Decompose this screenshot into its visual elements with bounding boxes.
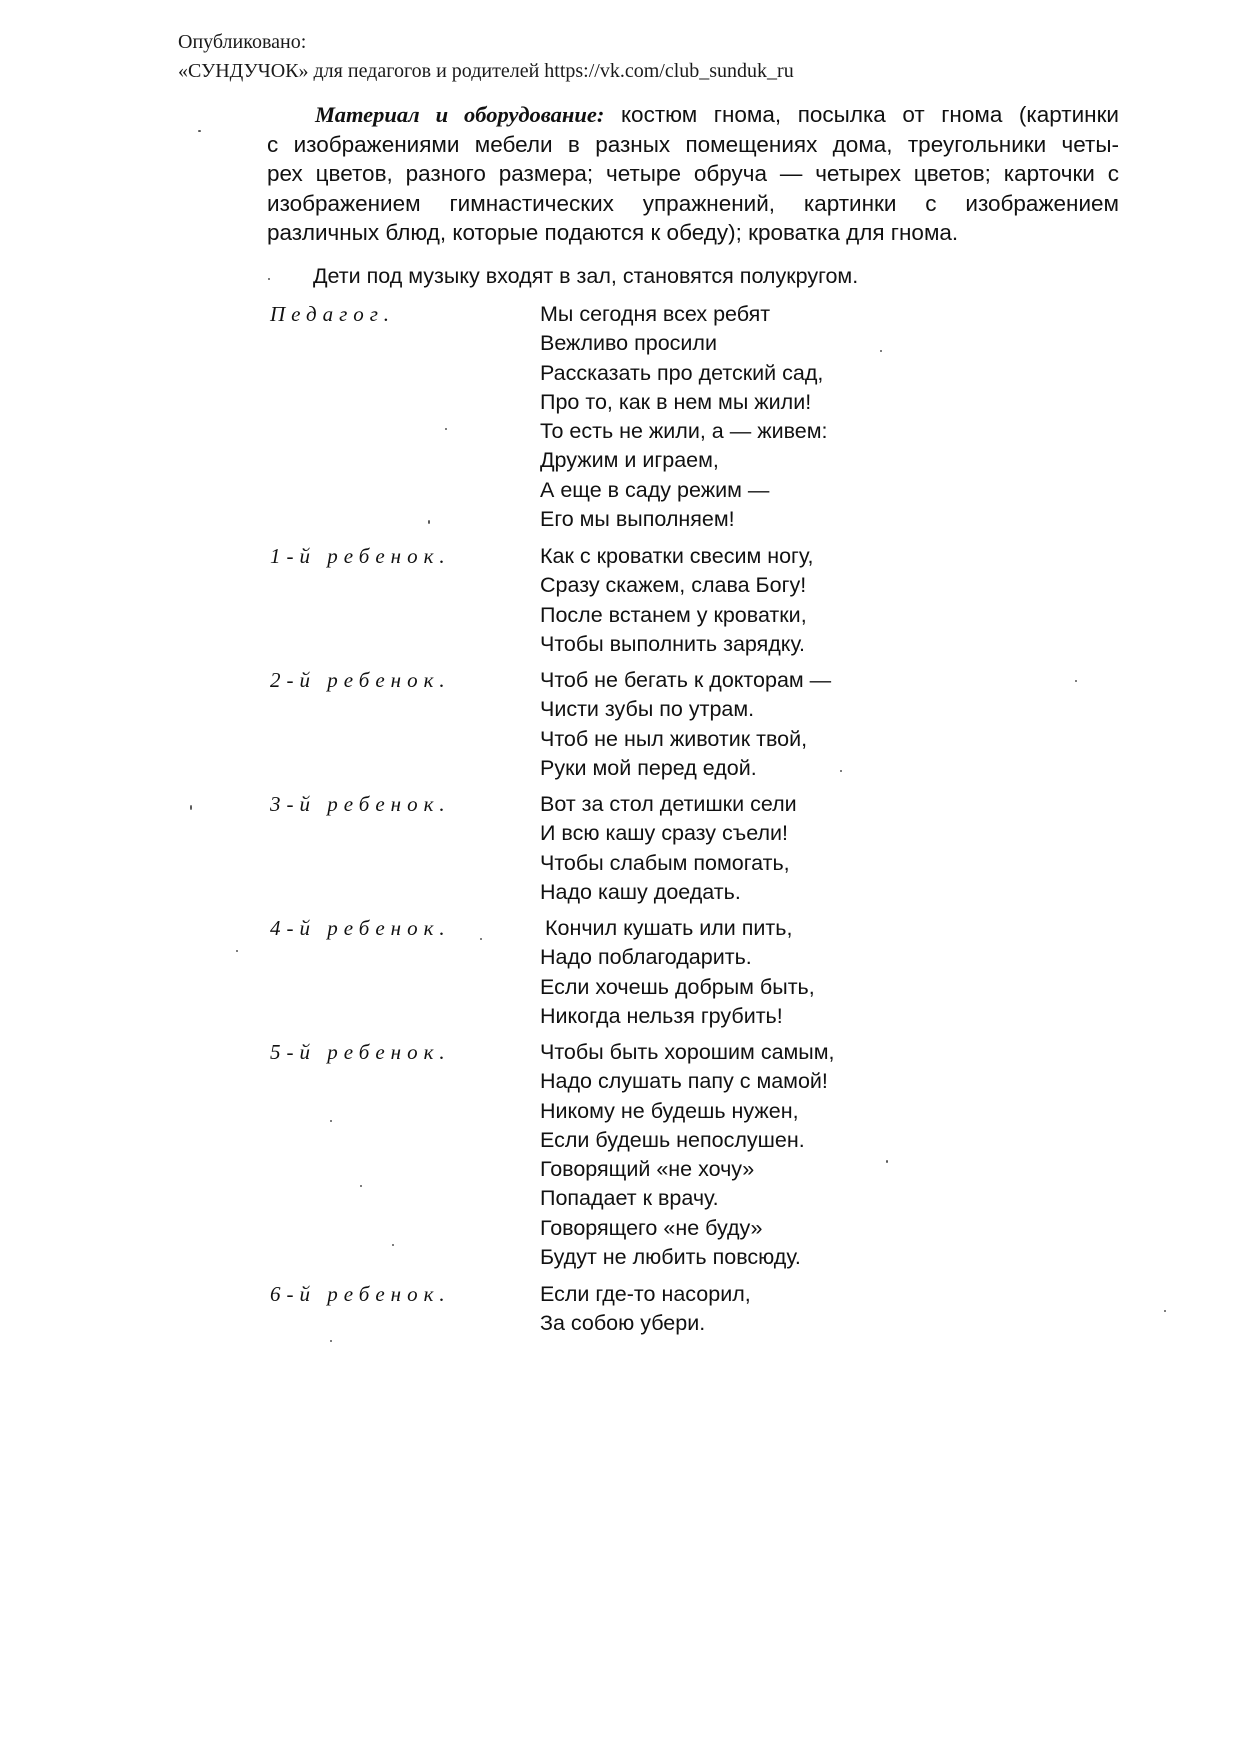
verse-line: Как с кроватки свесим ногу, (540, 544, 814, 568)
scan-speck (886, 1160, 888, 1163)
scan-speck (428, 520, 430, 524)
verse-line: Рассказать про детский сад, (540, 360, 824, 385)
verse (540, 666, 831, 783)
verse-line: Попадает к врачу. (540, 1186, 719, 1211)
materials-paragraph (267, 100, 1119, 248)
verse-line: Чтобы быть хорошим самым, (540, 1040, 835, 1064)
verse (540, 1280, 751, 1339)
verse (540, 542, 813, 659)
materials-line (267, 100, 1119, 130)
publication-source: «СУНДУЧОК» для педагогов и родителей https://vk.com/club_sunduk_ru (178, 60, 794, 82)
verse-line: Вот за стол детишки сели (540, 792, 797, 816)
scan-speck (268, 278, 270, 280)
scan-speck (392, 1244, 394, 1246)
verse-line: Если хочешь добрым быть, (540, 974, 815, 999)
verse-line: Руки мой перед едой. (540, 755, 757, 780)
verse-line: Чтоб не ныл животик твой, (540, 726, 808, 751)
scan-speck (190, 805, 192, 810)
materials-lead: Материал и оборудование: (315, 102, 605, 127)
verse-line: Вежливо просили (540, 331, 717, 356)
verse-line: Говорящего «не буду» (540, 1215, 763, 1240)
verse-line: Говорящий «не хочу» (540, 1157, 755, 1182)
verse-line: За собою убери. (540, 1311, 706, 1336)
verse-line: Дружим и играем, (540, 448, 719, 473)
stage-direction: Дети под музыку входят в зал, становятся полукругом. (313, 264, 859, 288)
verse-line: Про то, как в нем мы жили! (540, 389, 812, 414)
verse-line: Чтоб не бегать к докторам — (540, 668, 832, 692)
verse-line: Чтобы слабым помогать, (540, 850, 790, 875)
speaker-label: 5-й ребенок. (270, 1040, 451, 1064)
scan-speck (330, 1120, 332, 1122)
verse-line: Его мы выполняем! (540, 507, 735, 532)
verse-line: Сразу скажем, слава Богу! (540, 573, 807, 598)
scan-speck (360, 1185, 362, 1187)
materials-line: рех цветов, разного размера; четыре обруча — четырех цветов; карточки с (267, 161, 1119, 186)
verse-line: Если будешь непослушен. (540, 1127, 805, 1152)
scan-speck (840, 770, 842, 772)
materials-line: с изображениями мебели в разных помещениях дома, треугольники четы- (267, 131, 1119, 157)
speaker-label: 2-й ребенок. (270, 668, 451, 692)
verse-line: После встанем у кроватки, (540, 602, 807, 627)
verse (540, 300, 828, 534)
verse (540, 1038, 835, 1272)
verse-line: Мы сегодня всех ребят (540, 302, 771, 326)
scan-speck (198, 130, 201, 132)
speaker-label: 3-й ребенок. (270, 792, 451, 816)
speaker-label: Педагог. (270, 302, 395, 326)
scan-speck (1075, 680, 1077, 682)
publication-label: Опубликовано: (178, 31, 307, 53)
verse-line: Надо кашу доедать. (540, 879, 741, 904)
scan-speck (480, 938, 482, 940)
scan-speck (445, 428, 447, 430)
verse-line: Чисти зубы по утрам. (540, 697, 755, 722)
verse-line: То есть не жили, а — живем: (540, 419, 828, 444)
verse-line: Никогда нельзя грубить! (540, 1003, 783, 1028)
publication-header (178, 28, 794, 86)
scan-speck (236, 950, 238, 952)
verse-line: Никому не будешь нужен, (540, 1098, 799, 1123)
materials-line-rest: костюм гнома, посылка от гнома (картинки (604, 102, 1119, 127)
verse-line: Надо поблагодарить. (540, 945, 752, 970)
materials-line: изображением гимнастических упражнений, картинки с изображением (267, 190, 1119, 216)
verse-line: Надо слушать папу с мамой! (540, 1069, 828, 1094)
scan-speck (1164, 1310, 1166, 1312)
speaker-label: 6-й ребенок. (270, 1282, 451, 1306)
verse-line: Будут не любить повсюду. (540, 1245, 801, 1270)
verse (540, 914, 815, 1031)
verse (540, 790, 797, 907)
verse-line: И всю кашу сразу съели! (540, 821, 788, 846)
verse-line: А еще в саду режим — (540, 477, 770, 502)
verse-line: Кончил кушать или пить, (545, 916, 793, 940)
scan-speck (880, 350, 882, 352)
verse-line: Если где-то насорил, (540, 1282, 751, 1306)
verse-line: Чтобы выполнить зарядку. (540, 631, 806, 656)
materials-line: различных блюд, которые подаются к обеду); кроватка для гнома. (267, 220, 959, 245)
scan-speck (330, 1340, 332, 1342)
speaker-label: 1-й ребенок. (270, 544, 451, 568)
speaker-label: 4-й ребенок. (270, 916, 451, 940)
